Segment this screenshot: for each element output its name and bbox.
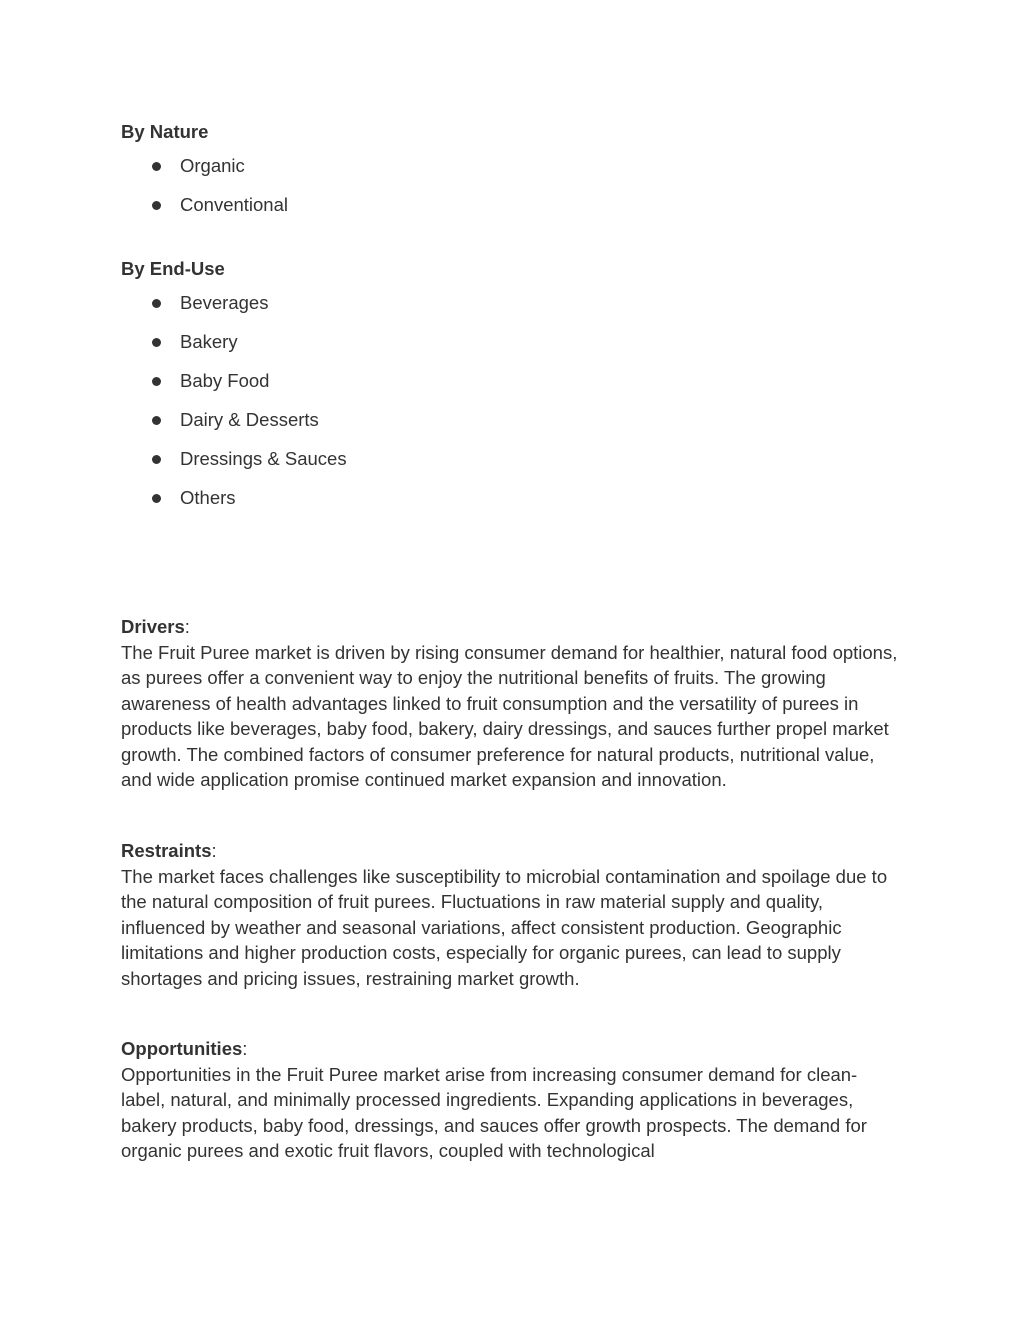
by-end-use-heading: By End-Use xyxy=(121,258,225,279)
list-item-label: Dressings & Sauces xyxy=(180,448,347,469)
drivers-body: The Fruit Puree market is driven by rising consumer demand for healthier, natural food options, as purees offer a convenient way to enjoy the nutritional benefits of fruits. The growing awareness of health advantages linked to fruit consumption and the versatility of purees in products like beverages, baby food, bakery, dairy dressings, and sauces further propel market growth. The combined factors of consumer preference for natural products, nutritional value, and wide application promise continued market expansion and innovation. xyxy=(121,641,898,790)
drivers-title: Drivers xyxy=(121,616,185,637)
bullet-icon xyxy=(152,377,161,386)
bullet-icon xyxy=(152,416,161,425)
restraints-title: Restraints xyxy=(121,840,212,861)
bullet-icon xyxy=(152,299,161,308)
restraints-section xyxy=(121,838,901,991)
opportunities-title-line xyxy=(121,1036,901,1062)
opportunities-title: Opportunities xyxy=(121,1038,243,1059)
restraints-body: The market faces challenges like susceptibility to microbial contamination and spoilage due to the natural composition of fruit purees. Fluctuations in raw material supply and quality, influenced by weather and seasonal variations, affect consistent production. Geographic limitations and higher production costs, especially for organic purees, can lead to supply shortages and pricing issues, restraining market growth. xyxy=(121,865,888,989)
by-nature-heading: By Nature xyxy=(121,121,209,142)
list-item-label: Dairy & Desserts xyxy=(180,409,319,430)
list-item-label: Others xyxy=(180,487,236,508)
bullet-icon xyxy=(152,494,161,503)
opportunities-section xyxy=(121,1036,901,1164)
list-item-label: Organic xyxy=(180,155,245,176)
opportunities-colon: : xyxy=(242,1038,248,1059)
list-item-label: Beverages xyxy=(180,292,269,313)
restraints-title-line xyxy=(121,838,901,864)
drivers-colon: : xyxy=(184,616,190,637)
restraints-colon: : xyxy=(211,840,217,861)
drivers-section xyxy=(121,614,901,793)
opportunities-body: Opportunities in the Fruit Puree market arise from increasing consumer demand for clean-label, natural, and minimally processed ingredients. Expanding applications in beverages, bakery products, baby food, dressings, and sauces offer growth prospects. The demand for organic purees and exotic fruit flavors, coupled with technological xyxy=(121,1063,867,1161)
list-item-label: Baby Food xyxy=(180,370,270,391)
list-item-label: Bakery xyxy=(180,331,238,352)
bullet-icon xyxy=(152,455,161,464)
bullet-icon xyxy=(152,201,161,210)
bullet-icon xyxy=(152,162,161,171)
drivers-title-line xyxy=(121,614,901,640)
list-item-label: Conventional xyxy=(180,194,288,215)
bullet-icon xyxy=(152,338,161,347)
